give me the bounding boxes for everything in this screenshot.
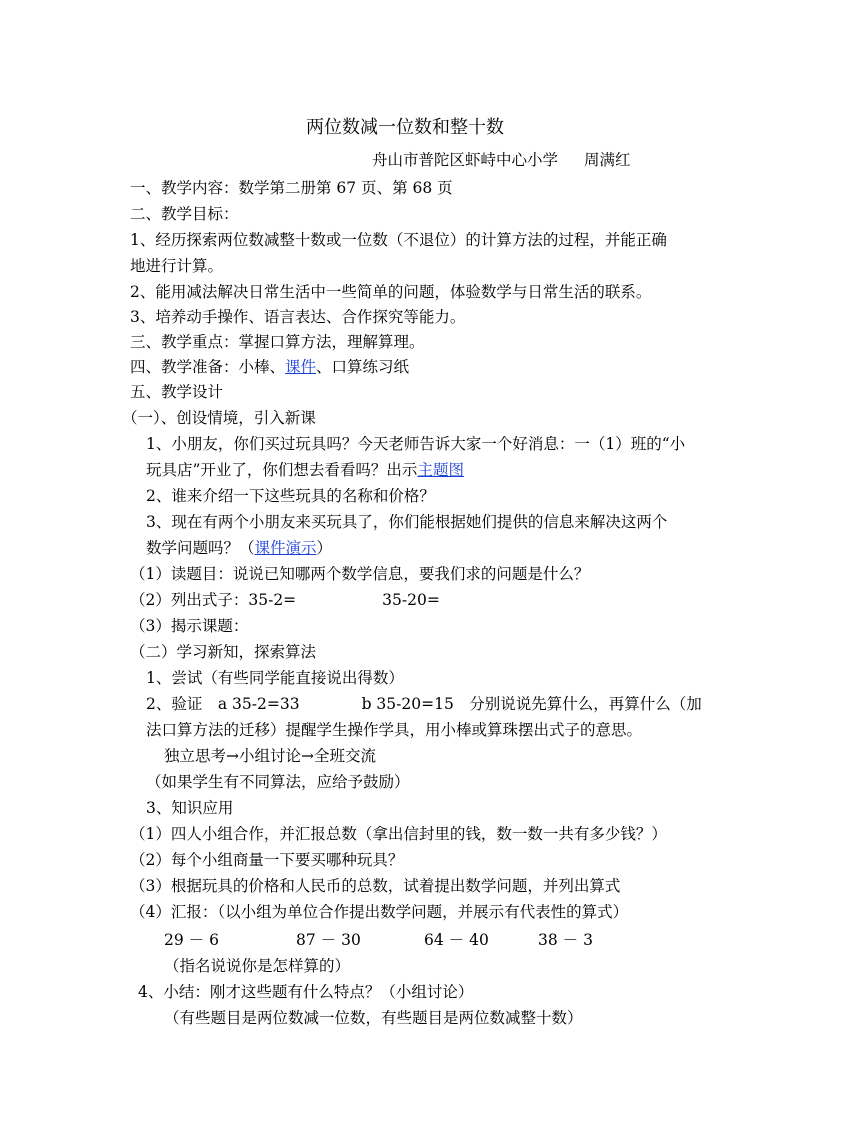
learn-step-2 (146, 694, 702, 714)
author-school: 舟山市普陀区虾峙中心小学 (372, 151, 559, 169)
document-title: 两位数减一位数和整十数 (306, 117, 504, 138)
sub-3: （3）揭示课题： (130, 617, 249, 635)
goal-3: 3、培养动手操作、语言表达、合作探究等能力。 (130, 308, 466, 326)
author-line (372, 150, 631, 170)
author-name: 周满红 (584, 151, 631, 169)
flow-line: 独立思考→小组讨论→全班交流 (164, 747, 376, 765)
sub-2-eq: 35-20= (382, 591, 440, 609)
step-3-cont (146, 538, 332, 558)
section-goals: 二、教学目标： (130, 205, 239, 223)
equation-4: 38 － 3 (538, 931, 593, 949)
sub-2 (130, 590, 440, 610)
section-content: 一、教学内容：数学第二册第 67 页、第 68 页 (130, 179, 453, 197)
summary: 4、小结：刚才这些题有什么特点？（小组讨论） (138, 983, 474, 1001)
learn-step-2-a: 2、验证 a 35-2=33 (146, 695, 300, 713)
sub-2-text: （2）列出式子：35-2= (130, 591, 297, 609)
learn-step-2-cont: 法口算方法的迁移）提醒学生操作学具，用小棒或算珠摆出式子的意思。 (146, 721, 643, 739)
encourage-note: （如果学生有不同算法，应给予鼓励） (146, 773, 410, 791)
step-3-text-a: 数学问题吗？（ (146, 539, 255, 557)
part-two-heading: （二）学习新知，探索算法 (130, 643, 317, 661)
theme-picture-link[interactable]: 主题图 (417, 461, 464, 479)
step-3-text-b: ） (316, 539, 333, 557)
learn-step-2-b: b 35-20=15 分别说说先算什么，再算什么（加 (361, 695, 702, 713)
apply-heading: 3、知识应用 (146, 799, 234, 817)
equation-3: 64 － 40 (424, 931, 489, 949)
equation-1: 29 － 6 (164, 931, 219, 949)
step-2: 2、谁来介绍一下这些玩具的名称和价格？ (146, 487, 435, 505)
goal-1: 1、经历探索两位数减整十数或一位数（不退位）的计算方法的过程，并能正确 (130, 231, 667, 249)
equation-2: 87 － 30 (296, 931, 361, 949)
section-design: 五、教学设计 (130, 383, 224, 401)
section-prep (130, 357, 409, 377)
apply-3: （3）根据玩具的价格和人民币的总数，试着提出数学问题，并列出算式 (130, 877, 621, 895)
prep-text-b: 、口算练习纸 (316, 358, 410, 376)
sub-1: （1）读题目：说说已知哪两个数学信息，要我们求的问题是什么？ (130, 565, 590, 583)
explain-note: （指名说说你是怎样算的） (164, 957, 351, 975)
goal-1-cont: 地进行计算。 (130, 257, 224, 275)
courseware-demo-link[interactable]: 课件演示 (254, 539, 317, 557)
part-one-heading: （一）、创设情境，引入新课 (122, 409, 316, 427)
summary-note: （有些题目是两位数减一位数，有些题目是两位数减整十数） (164, 1009, 583, 1027)
apply-2: （2）每个小组商量一下要买哪种玩具？ (130, 851, 404, 869)
step-1-cont (146, 460, 464, 480)
step-1-text: 玩具店”开业了，你们想去看看吗？出示 (146, 461, 418, 479)
apply-1: （1）四人小组合作，并汇报总数（拿出信封里的钱，数一数一共有多少钱？） (130, 825, 667, 843)
section-focus: 三、教学重点：掌握口算方法，理解算理。 (130, 333, 425, 351)
step-3: 3、现在有两个小朋友来买玩具了，你们能根据她们提供的信息来解决这两个 (146, 513, 668, 531)
goal-2: 2、能用减法解决日常生活中一些简单的问题，体验数学与日常生活的联系。 (130, 283, 652, 301)
step-1: 1、小朋友，你们买过玩具吗？今天老师告诉大家一个好消息：一（1）班的“小 (146, 435, 686, 453)
courseware-link[interactable]: 课件 (285, 358, 317, 376)
prep-text-a: 四、教学准备：小棒、 (130, 358, 286, 376)
apply-4: （4）汇报：（以小组为单位合作提出数学问题，并展示有代表性的算式） (130, 903, 629, 921)
learn-step-1: 1、尝试（有些同学能直接说出得数） (146, 669, 404, 687)
